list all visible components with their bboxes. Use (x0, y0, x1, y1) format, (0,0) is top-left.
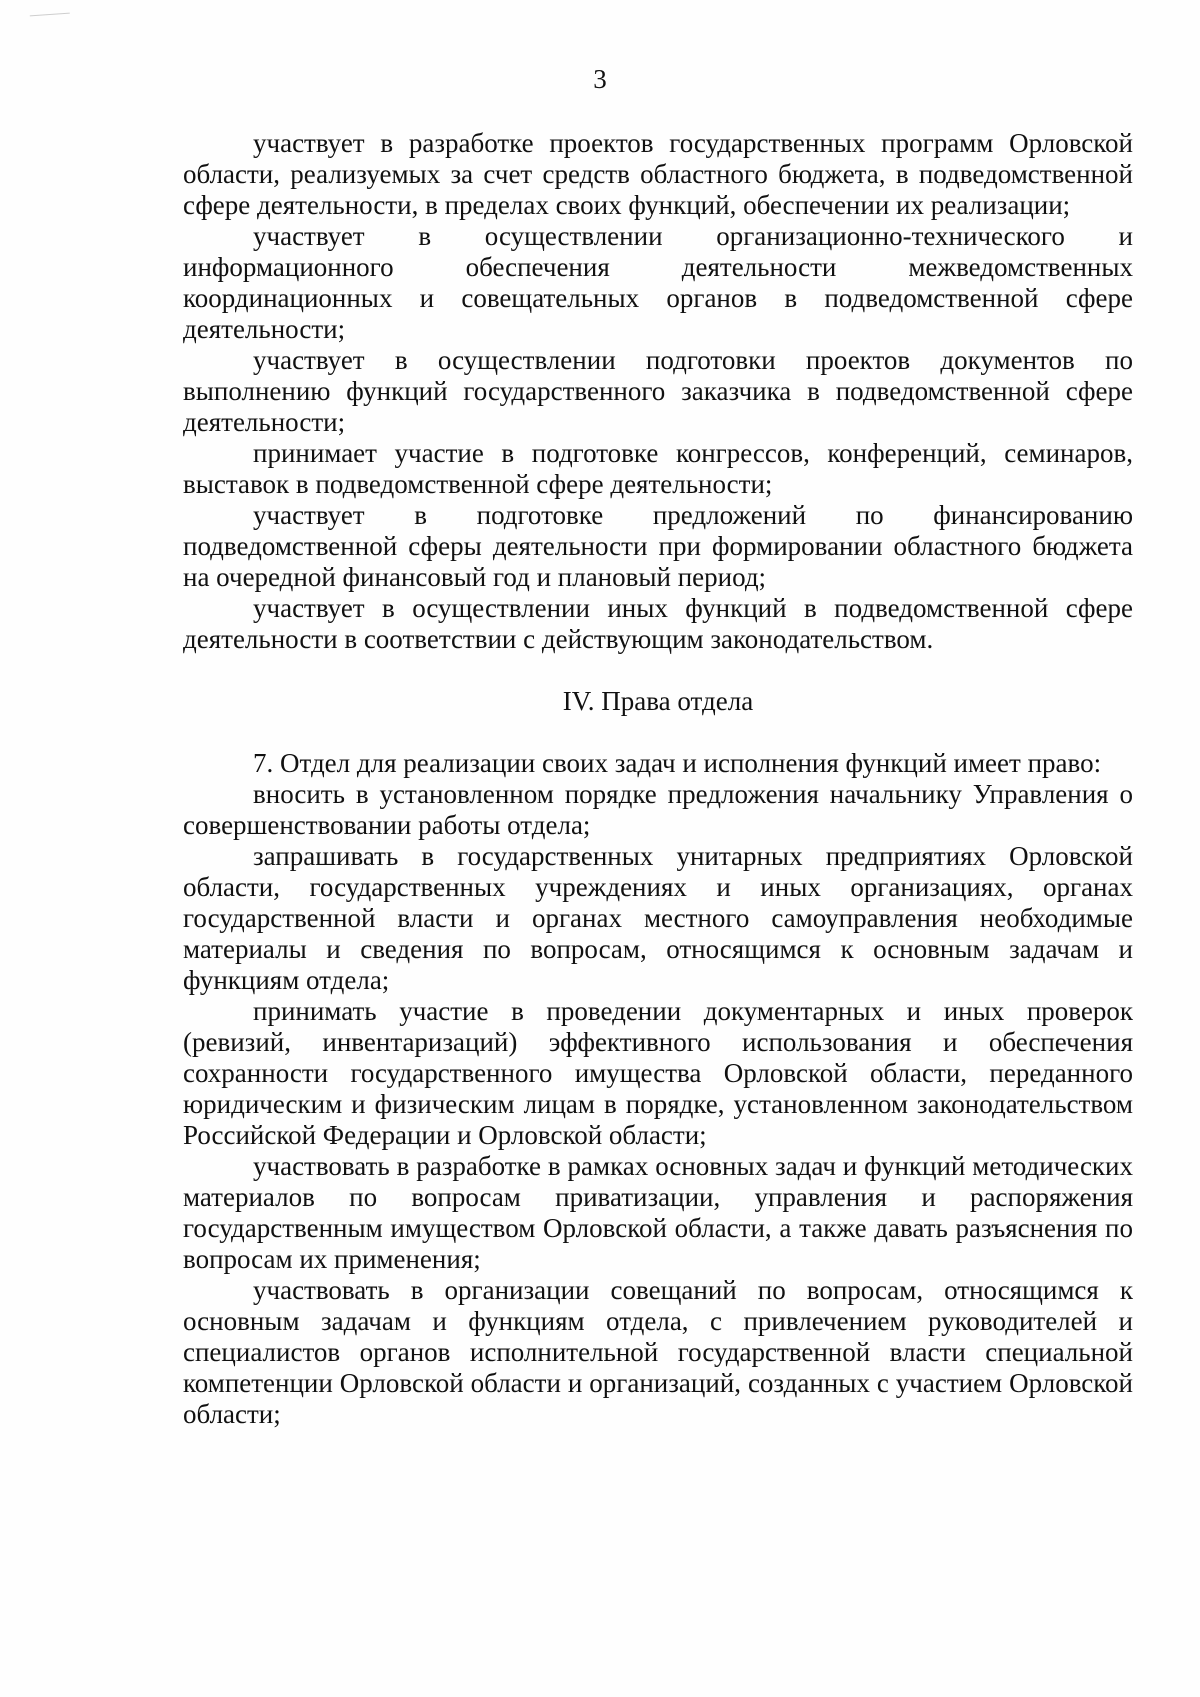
paragraph-after-4: принимать участие в проведении документарных и иных проверок (ревизий, инвентаризаций) эффективного использования и обеспечения сохранности государственного имущества Орловской области, переданного юридическим и физическим лицам в порядке, установленном законодательством Российской Федерации и Орловской области; (183, 996, 1133, 1150)
scan-artifact (30, 13, 70, 23)
page-number: 3 (593, 64, 607, 94)
paragraph-after-6: участвовать в организации совещаний по вопросам, относящимся к основным задачам и функциям отдела, с привлечением руководителей и специалистов органов исполнительной государственной власти специальной компетенции Орловской области и организаций, созданных с участием Орловской области; (183, 1275, 1133, 1429)
paragraph-before-5: участвует в подготовке предложений по финансированию подведомственной сферы деятельности при формировании областного бюджета на очередной финансовый год и плановый период; (183, 500, 1133, 592)
paragraph-after-3: запрашивать в государственных унитарных предприятиях Орловской области, государственных учреждениях и иных организациях, органах государственной власти и органах местного самоуправления необходимые материалы и сведения по вопросам, относящимся к основным задачам и функциям отдела; (183, 841, 1133, 995)
paragraph-after-2: вносить в установленном порядке предложения начальнику Управления о совершенствовании работы отдела; (183, 779, 1133, 840)
paragraph-after-1: 7. Отдел для реализации своих задач и исполнения функций имеет право: (253, 748, 1102, 778)
paragraph-after-5: участвовать в разработке в рамках основных задач и функций методических материалов по вопросам приватизации, управления и распоряжения государственным имуществом Орловской области, а также давать разъяснения по вопросам их применения; (183, 1151, 1133, 1274)
paragraph-before-2: участвует в осуществлении организационно-технического и информационного обеспечения деятельности межведомственных координационных и совещательных органов в подведомственной сфере деятельности; (183, 221, 1133, 344)
document-body (183, 128, 1133, 1430)
paragraph-before-4: принимает участие в подготовке конгрессов, конференций, семинаров, выставок в подведомственной сфере деятельности; (183, 438, 1133, 499)
paragraph-before-1: участвует в разработке проектов государственных программ Орловской области, реализуемых за счет средств областного бюджета, в подведомственной сфере деятельности, в пределах своих функций, обеспечении их реализации; (183, 128, 1133, 220)
paragraph-before-3: участвует в осуществлении подготовки проектов документов по выполнению функций государственного заказчика в подведомственной сфере деятельности; (183, 345, 1133, 437)
section-title: IV. Права отдела (562, 686, 754, 716)
paragraph-before-6: участвует в осуществлении иных функций в подведомственной сфере деятельности в соответствии с действующим законодательством. (183, 593, 1133, 654)
